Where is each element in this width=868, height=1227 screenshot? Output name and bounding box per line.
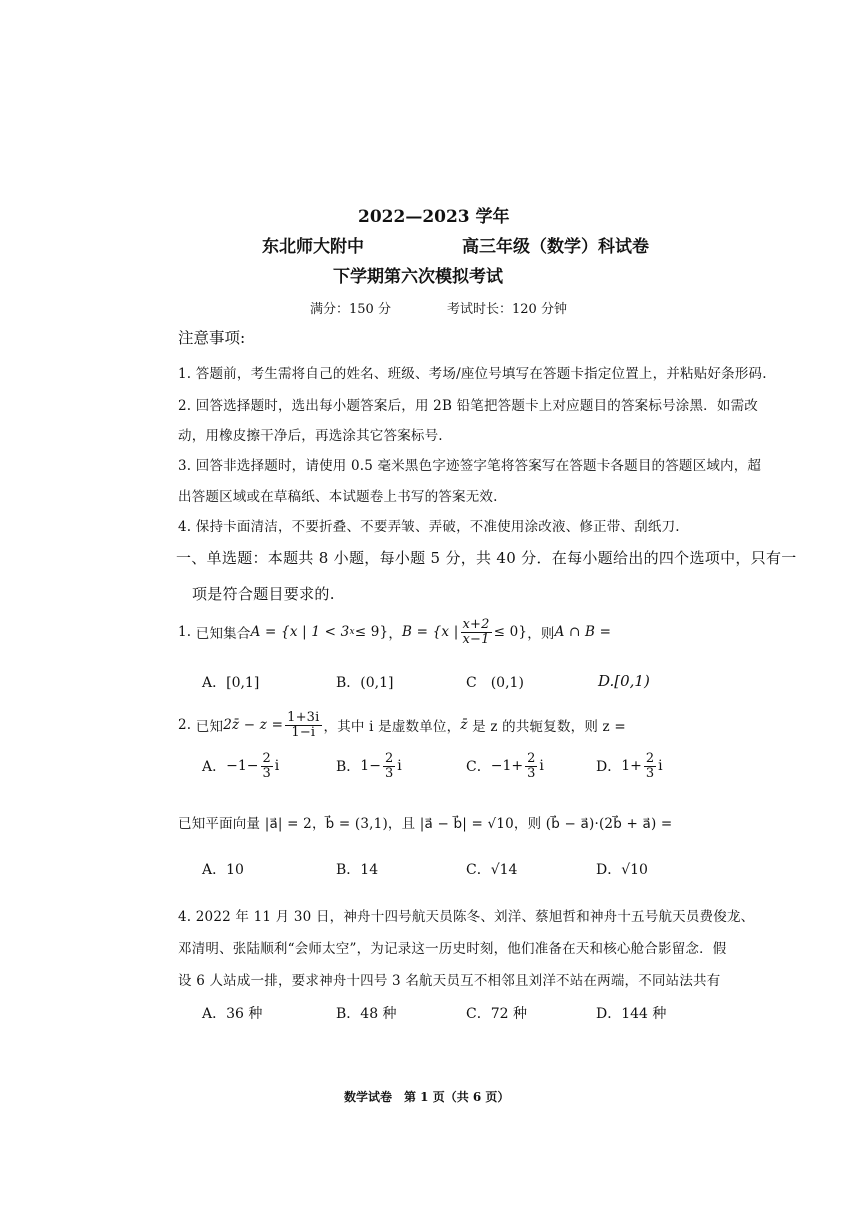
question-text: ，其中 i 是虚数单位， [323, 719, 461, 735]
exam-year: 2022—2023 学年 [358, 207, 510, 227]
option-d: D．√10 [596, 862, 648, 878]
option-a: A． −1− $\frac{2}{3}$ i [202, 751, 280, 781]
fraction: $\frac{x+2}{x-1}$ [462, 616, 490, 647]
option-b: B．14 [336, 862, 379, 878]
option-a: A．10 [202, 862, 244, 878]
question-text: ，则 [527, 626, 555, 642]
page-footer: 数学试卷 第 1 页（共 6 页） [344, 1090, 510, 1104]
notice-item: 出答题区域或在草稿纸、本试题卷上书写的答案无效. [178, 489, 498, 505]
question-text: 已知集合 [195, 626, 251, 642]
notice-item: 4. 保持卡面清洁，不要折叠、不要弄皱、弄破，不准使用涂改液、修正带、刮纸刀. [178, 519, 680, 535]
school-name: 东北师大附中 [262, 237, 364, 257]
set-b-end: ≤ 0} [493, 624, 528, 640]
question-4-line: 邓清明、张陆顺利“会师太空”，为记录这一历史时刻，他们准备在天和核心舱合影留念．假 [178, 941, 727, 957]
set-a-end: ≤ 9} [354, 624, 389, 640]
exam-title: 下学期第六次模拟考试 [333, 267, 503, 287]
question-2 [178, 705, 626, 745]
equation-lhs: 2z̄ − z = [223, 717, 284, 733]
option-d: D.[0,1) [598, 672, 650, 690]
question-text: 是 z 的共轭复数，则 z = [472, 719, 626, 735]
exam-duration: 考试时长：120 分钟 [447, 302, 567, 317]
set-a: A = {x | 1 < 3 [250, 624, 350, 640]
option-a: A．36 种 [202, 1006, 263, 1022]
option-a: A．[0,1] [202, 675, 260, 691]
notice-item: 动，用橡皮擦干净后，再选涂其它答案标号. [178, 428, 443, 444]
option-c: C (0,1) [466, 675, 524, 691]
notice-item: 1. 答题前，考生需将自己的姓名、班级、考场/座位号填写在答题卡指定位置上，并粘贴好条形码. [178, 366, 767, 382]
question-1 [178, 615, 611, 649]
option-c: C．72 种 [466, 1006, 527, 1022]
fraction: $\frac{2}{3}$ [384, 751, 394, 781]
question-text: 已知 [195, 719, 224, 735]
course-title: 高三年级（数学）科试卷 [462, 237, 649, 257]
intersection: A ∩ B = [554, 624, 612, 640]
fraction: $\frac{1+3i}{1-i}$ [287, 709, 320, 740]
question-4-line: 设 6 人站成一排，要求神舟十四号 3 名航天员互不相邻且刘洋不站在两端，不同站法共有 [178, 973, 721, 989]
notice-item: 3. 回答非选择题时，请使用 0.5 毫米黑色字迹签字笔将答案写在答题卡各题目的答题区域内，超 [178, 458, 762, 474]
question-4-line: 4. 2022 年 11 月 30 日，神舟十四号航天员陈冬、刘洋、蔡旭哲和神舟十五号航天员费俊龙、 [178, 909, 755, 925]
full-score: 满分：150 分 [310, 302, 391, 317]
notice-title: 注意事项: [178, 329, 246, 347]
option-b: B． 1− $\frac{2}{3}$ i [336, 751, 402, 781]
conjugate-symbol: z̄ [460, 717, 468, 733]
option-b: B．(0,1] [336, 675, 394, 691]
fraction: $\frac{2}{3}$ [527, 751, 536, 781]
question-3: 已知平面向量 |a⃗| = 2，b⃗ = (3,1)，且 |a⃗ − b⃗| = √10，则 (b⃗ − a⃗)·(2b⃗ + a⃗) = [178, 816, 673, 832]
notice-item: 2. 回答选择题时，选出每小题答案后，用 2B 铅笔把答题卡上对应题目的答案标号涂黑．如需改 [178, 398, 758, 414]
question-text: ， [388, 626, 403, 642]
fraction: $\frac{2}{3}$ [262, 751, 271, 781]
section-heading: 一、单选题：本题共 8 小题，每小题 5 分，共 40 分．在每小题给出的四个选项中，只有一 [176, 549, 797, 567]
option-c: C． −1+ $\frac{2}{3}$ i [466, 751, 544, 781]
question-number: 1. [178, 624, 192, 640]
question-number: 2. [178, 717, 192, 733]
option-d: D． 1+ $\frac{2}{3}$ i [596, 751, 663, 781]
option-b: B．48 种 [336, 1006, 397, 1022]
fraction: $\frac{2}{3}$ [645, 751, 655, 781]
set-b: B = {x | [402, 624, 459, 640]
exponent: x [349, 627, 355, 637]
section-heading-cont: 项是符合题目要求的. [192, 585, 335, 603]
option-c: C．√14 [466, 862, 518, 878]
option-d: D．144 种 [596, 1006, 667, 1022]
